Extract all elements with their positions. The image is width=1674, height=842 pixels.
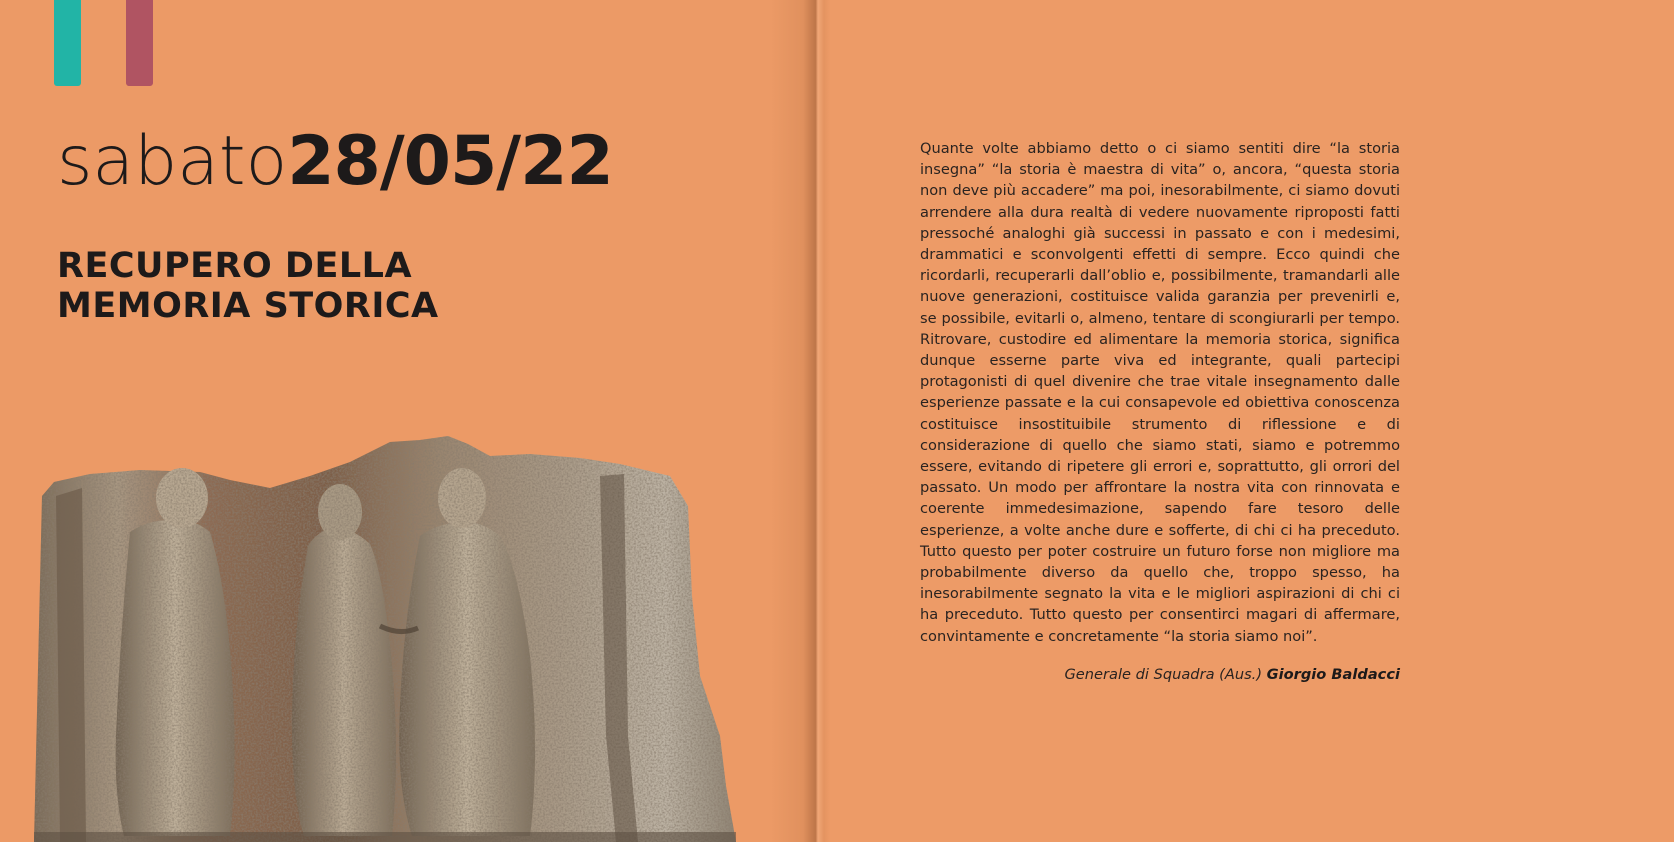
stone-relief-image — [20, 436, 780, 842]
signature-role: Generale di Squadra (Aus.) — [1064, 666, 1263, 683]
left-page — [0, 0, 816, 842]
event-title — [57, 246, 439, 326]
signature — [920, 666, 1400, 683]
event-title-line-1: RECUPERO DELLA — [57, 246, 413, 286]
date-day: sabato — [57, 122, 288, 201]
body-text: Quante volte abbiamo detto o ci siamo sentiti dire “la storia insegna” “la storia è maestra di vita” o, ancora, “questa storia non deve più accadere” ma poi, inesorabilmente, ci siamo dovuti arrendere alla dura realtà di vedere nuovamente riproposti fatti pressoché analoghi già successi in passato e con i medesimi, drammatici e sconvolgenti effetti di sempre. Ecco quindi che ricordarli, recuperarli dall’oblio e, possibilmente, tramandarli alle nuove generazioni, costituisce valida garanzia per prevenirli e, se possibile, evitarli o, almeno, tentare di scongiurarli per tempo. Ritrovare, custodire ed alimentare la memoria storica, significa dunque esserne parte viva ed integrante, quali partecipi protagonisti di quel divenire che trae vitale insegnamento dalle esperienze passate e la cui consapevole ed obiettiva conoscenza costituisce insostituibile strumento di riflessione e di considerazione di quello che siamo stati, siamo e potremmo essere, evitando di ripetere gli errori e, soprattutto, gli orrori del passato. Un modo per affrontare la nostra vita con rinnovata e coerente immedesimazione, sapendo fare tesoro delle esperienze, a volte anche dure e sofferte, di chi ci ha preceduto. Tutto questo per poter costruire un futuro forse non migliore ma probabilmente diverso da quello che, troppo spesso, ha inesorabilmente segnato la vita e le migliori aspirazioni di chi ci ha preceduto. Tutto questo per consentirci magari di affermare, convintamente e concretamente “la storia siamo noi”. — [920, 140, 1400, 645]
wine-stripe — [126, 0, 153, 86]
signature-name: Giorgio Baldacci — [1266, 666, 1400, 683]
event-date — [57, 122, 613, 201]
event-title-line-2: MEMORIA STORICA — [57, 286, 439, 326]
teal-stripe — [54, 0, 81, 86]
date-number: 28/05/22 — [287, 122, 613, 201]
